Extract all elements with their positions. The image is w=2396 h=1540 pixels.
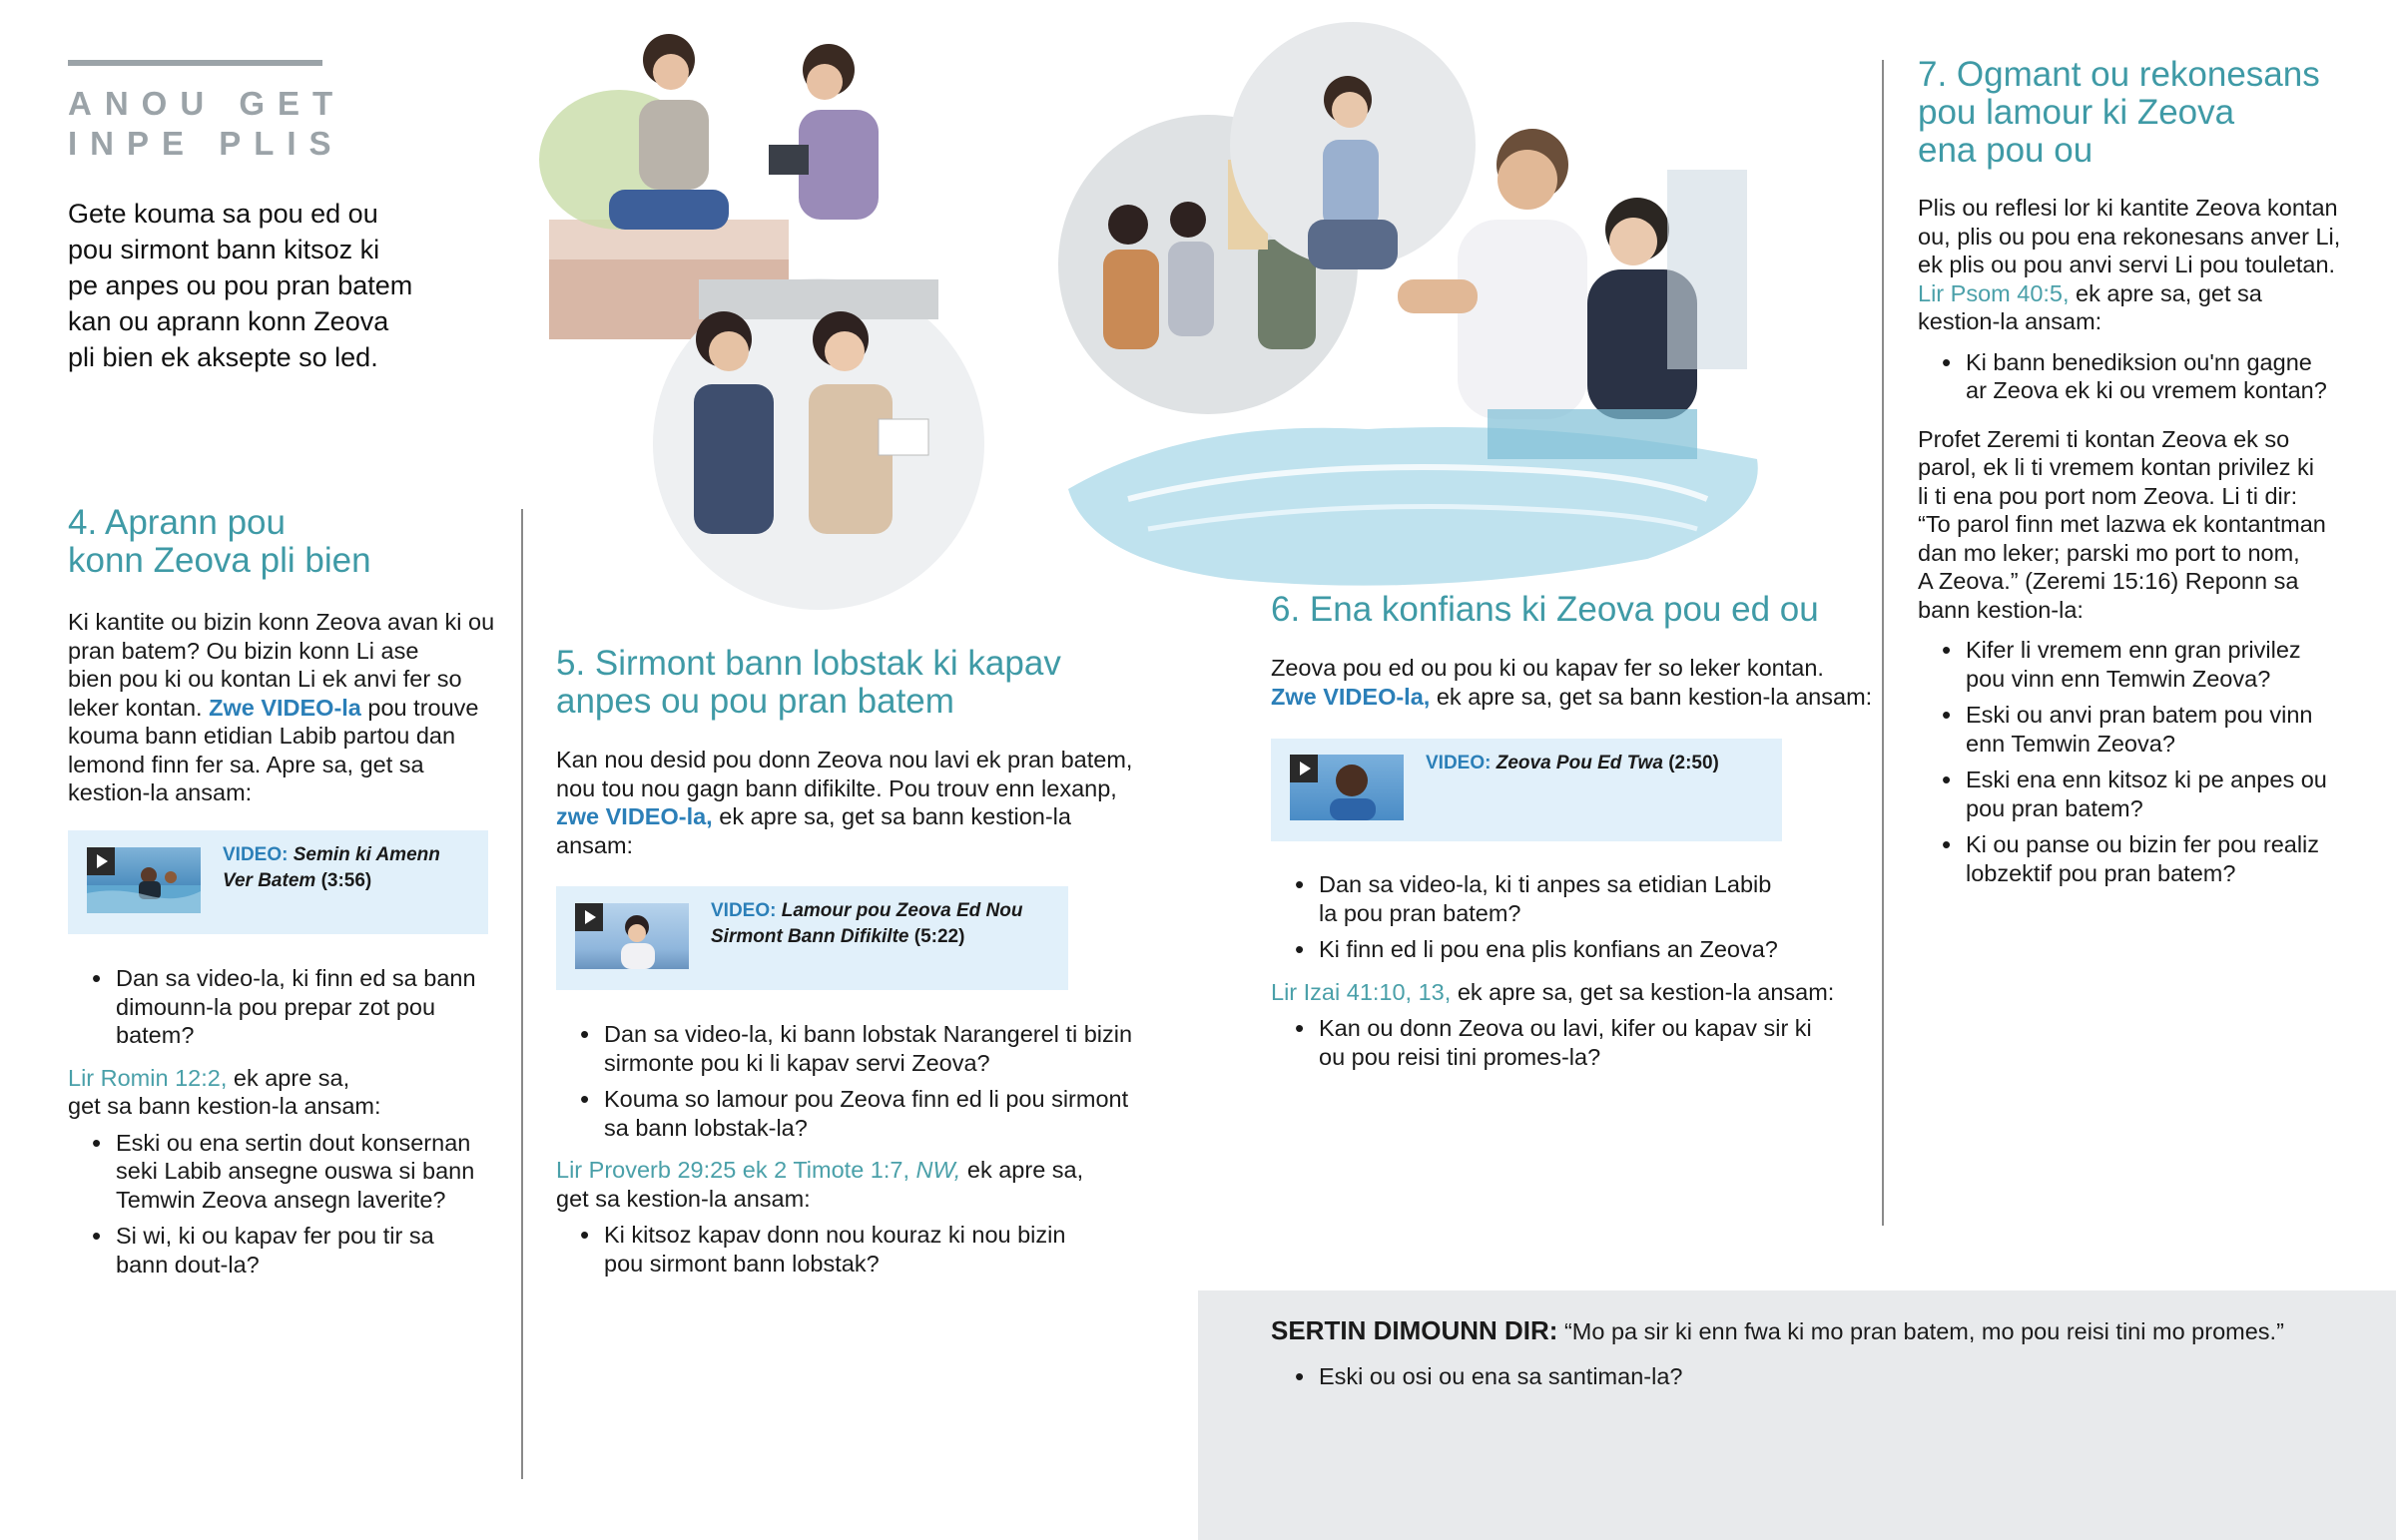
list-item: • Si wi, ki ou kapav fer pou tir sa bann dout-la? (68, 1222, 497, 1279)
play-icon[interactable] (575, 903, 603, 931)
scripture-reading: Lir Romin 12:2, ek apre sa, get sa bann kestion-la ansam: (68, 1064, 381, 1119)
section-7-paragraph-1: Plis ou reflesi lor ki kantite Zeova kontan ou, plis ou pou ena rekonesans anver Li, ek plis ou pou anvi servi Li pou touletan. Lir Psom 40:5, ek apre sa, get sa kestion-la ansam: (1918, 195, 2341, 334)
play-icon[interactable] (1290, 755, 1318, 782)
play-video-link[interactable]: Zwe VIDEO-la, (1271, 683, 1431, 710)
video-card-zeova-pou-ed-twa[interactable] (1271, 739, 1782, 841)
list-item: • Ki bann benediksion ou'nn gagne ar Zeova ek ki ou vremem kontan? (1918, 348, 2377, 405)
list-item: • Kan ou donn Zeova ou lavi, kifer ou kapav sir ki ou pou reisi tini promes-la? (1271, 1014, 1890, 1071)
play-video-link[interactable]: Zwe VIDEO-la (209, 694, 361, 721)
play-video-link[interactable]: zwe VIDEO-la, (556, 803, 713, 829)
intro-kicker: ANOU GET INPE PLIS (68, 85, 346, 162)
list-item: • Eski ou ena sertin dout konsernan seki Labib ansegne ouswa si bann Temwin Zeova ansegn laverite? (68, 1129, 497, 1215)
some-people-say-quote: “Mo pa sir ki enn fwa ki mo pran batem, mo pou reisi tini mo promes.” (1563, 1318, 2284, 1344)
intro-rule (68, 60, 322, 66)
scripture-link[interactable]: Lir Romin 12:2, (68, 1064, 228, 1091)
section-7-paragraph-2: Profet Zeremi ti kontan Zeova ek so parol, ek li ti vremem kontan privilez ki li ti ena pou port nom Zeova. Li ti dir: “To parol finn met lazwa ek kontantman dan mo leker; parski mo port to nom, A Zeova.” (Zeremi 15:16) Reponn sa bann kestion-la: (1918, 425, 2326, 623)
section-4-questions (68, 964, 497, 1286)
list-item: • Dan sa video-la, ki finn ed sa bann dimounn-la pou prepar zot pou batem? (68, 964, 497, 1050)
section-4-paragraph: Ki kantite ou bizin konn Zeova avan ki ou pran batem? Ou bizin konn Li ase bien pou ki ou kontan Li ek anvi fer so leker kontan. Zwe VIDEO-la pou trouve kouma bann etidian Labib partou dan lemond finn fer sa. Apre sa, get sa kestion-la ansam: (68, 609, 495, 805)
list-item: • Eski ou anvi pran batem pou vinn enn Temwin Zeova? (1918, 701, 2377, 758)
column-divider (1882, 60, 1884, 1226)
some-people-say-box (1198, 1290, 2396, 1540)
some-people-say-label: SERTIN DIMOUNN DIR: (1271, 1315, 1558, 1345)
section-4 (68, 504, 497, 807)
section-6-heading: 6. Ena konfians ki Zeova pou ed ou (1271, 590, 1819, 629)
list-item: • Dan sa video-la, ki bann lobstak Narangerel ti bizin sirmonte pou ki li kapav servi Zeova? (556, 1020, 1155, 1077)
section-7-heading: 7. Ogmant ou rekonesans pou lamour ki Zeova ena pou ou (1918, 55, 2320, 170)
video-label: VIDEO: Zeova Pou Ed Twa (2:50) (1426, 753, 1719, 773)
video-label: VIDEO: Lamour pou Zeova Ed Nou Sirmont Bann Difikilte (5:22) (711, 900, 1023, 947)
list-item: • Eski ou osi ou ena sa santiman-la? (1271, 1362, 2369, 1391)
collage-image (529, 20, 1767, 619)
list-item: • Eski ena enn kitsoz ki pe anpes ou pou pran batem? (1918, 766, 2377, 822)
column-divider (521, 509, 523, 1479)
list-item: • Kouma so lamour pou Zeova finn ed li pou sirmont sa bann lobstak-la? (556, 1085, 1155, 1142)
section-6-questions (1271, 870, 1890, 1079)
scripture-reading: Lir Proverb 29:25 ek 2 Timote 1:7, NW, ek apre sa, get sa kestion-la ansam: (556, 1157, 1084, 1212)
scripture-link[interactable]: Lir Izai 41:10, 13, (1271, 978, 1452, 1005)
section-5 (556, 645, 1135, 859)
list-item: • Dan sa video-la, ki ti anpes sa etidian Labib la pou pran batem? (1271, 870, 1890, 927)
video-label: VIDEO: Semin ki Amenn Ver Batem (3:56) (223, 844, 440, 891)
scripture-link[interactable]: Lir Psom 40:5, (1918, 279, 2070, 306)
video-card-lamour[interactable] (556, 886, 1068, 990)
video-thumbnail[interactable] (1290, 755, 1404, 820)
section-7 (1918, 56, 2377, 895)
list-item: • Ki finn ed li pou ena plis konfians an Zeova? (1271, 935, 1890, 964)
section-5-questions (556, 1020, 1155, 1285)
video-card-semin[interactable] (68, 830, 488, 934)
list-item: • Ki ou panse ou bizin fer pou realiz lobzektif pou pran batem? (1918, 830, 2377, 887)
illustration-collage (529, 20, 1767, 619)
section-6-paragraph: Zeova pou ed ou pou ki ou kapav fer so leker kontan. Zwe VIDEO-la, ek apre sa, get sa bann kestion-la ansam: (1271, 655, 1873, 710)
video-thumbnail[interactable] (575, 903, 689, 969)
list-item: • Ki kitsoz kapav donn nou kouraz ki nou bizin pou sirmont bann lobstak? (556, 1221, 1155, 1278)
scripture-reading: Lir Izai 41:10, 13, ek apre sa, get sa kestion-la ansam: (1271, 978, 1835, 1005)
intro-text: Gete kouma sa pou ed ou pou sirmont bann kitsoz ki pe anpes ou pou pran batem kan ou aprann konn Zeova pli bien ek aksepte so led. (68, 199, 413, 372)
section-5-heading: 5. Sirmont bann lobstak ki kapav anpes ou pou pran batem (556, 644, 1061, 721)
some-people-say-text (1271, 1316, 2369, 1346)
section-5-paragraph: Kan nou desid pou donn Zeova nou lavi ek pran batem, nou tou nou gagn bann difikilte. Pou trouv enn lexanp, zwe VIDEO-la, ek apre sa, get sa bann kestion-la ansam: (556, 747, 1133, 858)
list-item: • Kifer li vremem enn gran privilez pou vinn enn Temwin Zeova? (1918, 636, 2377, 693)
section-4-heading: 4. Aprann pou konn Zeova pli bien (68, 503, 371, 580)
scripture-link[interactable]: Lir Proverb 29:25 ek 2 Timote 1:7, (556, 1157, 909, 1183)
section-6 (1271, 591, 1890, 711)
play-icon[interactable] (87, 847, 115, 875)
video-thumbnail[interactable] (87, 847, 201, 913)
